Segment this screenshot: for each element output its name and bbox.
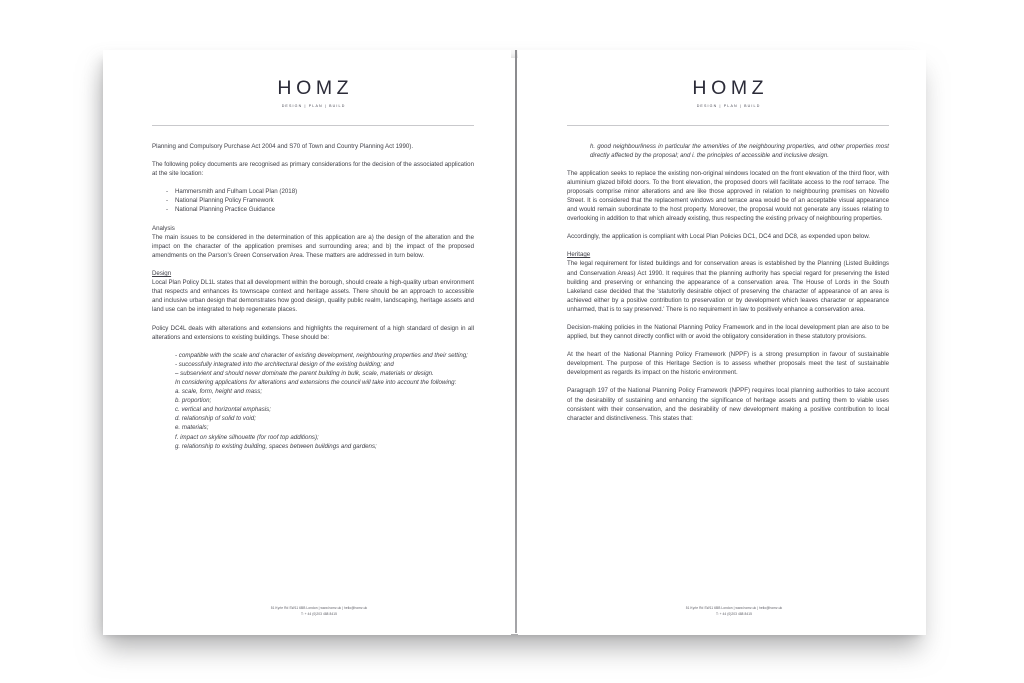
brand-tagline: DESIGN | PLAN | BUILD <box>696 103 761 108</box>
heading-heritage: Heritage <box>567 251 591 259</box>
paragraph-heritage-1: The legal requirement for listed buildings and for conservation areas is established by the Planning (Listed Buildings and Conservation Areas) Act 1990. It requires that the planning authority has special regard for preserving the listed building and preserving or enhancing the appearance of a conservation area. The House of Lords in the South Lakeland case decided that the 'statutorily desirable object of preserving the character of appearance of an area is achieved either by a positive contribution to preservation or by development which leaves character or appearance unharmed, that is to say preserved.' There is no requirement in law to positively enhance a conservation area. <box>567 260 889 313</box>
paragraph-heritage-2: Decision-making policies in the National Planning Policy Framework and in the local development plan are also to be applied, but they cannot directly conflict with or avoid the obligatory consideration in these statutory provisions. <box>567 324 889 341</box>
brand-logo: HOMZ <box>692 77 769 99</box>
document-page-right[interactable] <box>518 50 926 635</box>
criteria-line: e. materials; <box>175 424 209 432</box>
page-gutter-divider <box>515 50 517 633</box>
criteria-line: a. scale, form, height and mass; <box>175 388 263 396</box>
header-divider <box>567 125 889 126</box>
body-content-left <box>152 142 474 451</box>
letterhead-left <box>152 50 474 126</box>
footer-address: 51 Kyrle Rd SW11 6BB London | www.homz.uk | hello@homz.uk <box>270 605 368 610</box>
brand-tagline: DESIGN | PLAN | BUILD <box>281 103 346 108</box>
list-item: - Hammersmith and Fulham Local Plan (2018) <box>175 187 474 196</box>
criteria-line: In considering applications for alterations and extensions the council will take into account the following: <box>175 378 457 386</box>
document-page-left[interactable] <box>103 50 511 635</box>
paragraph-analysis: The main issues to be considered in the determination of this application are a) the design of the alteration and the impact on the character of the application premises and surrounding area; and b) the impact of the proposed amendments on the Parson's Green Conservation Area. These matters are addressed in turn below. <box>152 233 474 259</box>
criteria-line: - successfully integrated into the architectural design of the existing building; and <box>175 360 394 368</box>
page-content-left <box>152 50 474 635</box>
criteria-line: d. relationship of solid to void; <box>175 415 256 423</box>
policy-documents-list <box>152 187 474 215</box>
paragraph-heritage-4: Paragraph 197 of the National Planning Policy Framework (NPPF) requires local planning authorities to take account of the desirability of sustaining and enhancing the significance of heritage assets and putting them to viable uses consistent with their conservation, and the desirability of new development making a positive contribution to local character and distinctiveness. This states that: <box>567 387 889 422</box>
paragraph-heritage-3: At the heart of the National Planning Policy Framework (NPPF) is a strong presumption in favour of sustainable development. The purpose of this Heritage Section is to assess whether proposals meet the test of sustainable development as regards its impact on the historic environment. <box>567 351 889 377</box>
page-footer-left <box>201 605 437 618</box>
paragraph-compliance: Accordingly, the application is compliant with Local Plan Policies DC1, DC4 and DC8, as expended upon below. <box>567 233 870 241</box>
list-item: - National Planning Policy Framework <box>175 196 474 205</box>
paragraph-quote-continuation: h. good neighbourliness in particular the amenities of the neighbouring properties, and other properties most directly affected by the proposal; and i. the principles of accessible and inclusive design. <box>590 142 889 159</box>
footer-address: 51 Kyrle Rd SW11 6BB London | www.homz.uk | hello@homz.uk <box>685 605 783 610</box>
criteria-line: g. relationship to existing building, spaces between buildings and gardens; <box>175 442 377 450</box>
criteria-line: f. impact on skyline silhouette (for roof top additions); <box>175 433 319 441</box>
page-footer-right <box>616 605 852 618</box>
heading-analysis: Analysis <box>152 224 175 232</box>
criteria-line: b. proportion; <box>175 397 212 405</box>
footer-phone: T: + 44 (0)203 488 8415 <box>716 612 752 617</box>
paragraph-policy-intro: The following policy documents are recognised as primary considerations for the decision of the associated application at the site location: <box>152 160 474 177</box>
list-item: - National Planning Practice Guidance <box>175 205 474 214</box>
heading-design: Design <box>152 270 172 278</box>
criteria-line: - compatible with the scale and character of existing development, neighbouring properties and their setting; <box>175 351 468 359</box>
footer-phone: T: + 44 (0)203 488 8415 <box>301 612 337 617</box>
body-content-right <box>567 142 889 423</box>
letterhead-right <box>567 50 889 126</box>
paragraph-intro: Planning and Compulsory Purchase Act 2004 and S70 of Town and Country Planning Act 1990). <box>152 142 414 150</box>
design-criteria-block <box>175 351 474 451</box>
paragraph-design-1: Local Plan Policy DL1L states that all development within the borough, should create a high-quality urban environment that respects and enhances its townscape context and heritage assets. There should be an approach to accessible and inclusive urban design that demonstrates how good design, quality public realm, landscaping, heritage assets and land use can be integrated to help regenerate places. <box>152 279 474 314</box>
brand-logo: HOMZ <box>277 77 354 99</box>
page-content-right <box>567 50 889 635</box>
criteria-line: c. vertical and horizontal emphasis; <box>175 406 271 414</box>
criteria-line: – subservient and should never dominate the parent building in bulk, scale, materials or design. <box>175 369 434 377</box>
header-divider <box>152 125 474 126</box>
paragraph-design-2: Policy DC4L deals with alterations and extensions and highlights the requirement of a high standard of design in all alterations and extensions to existing buildings. These should be: <box>152 324 474 341</box>
paragraph-application: The application seeks to replace the existing non-original windows located on the front elevation of the third floor, with aluminium glazed bifold doors. To the front elevation, the proposed doors will facilitate access to the roof terrace. The proposals comprise minor alterations and are like those approved in relation to neighbouring premises on Novello Street. It is considered that the replacement windows and terrace area would be of an acceptable visual appearance and would remain subordinate to the host property. Moreover, the proposal would not generate any issues relating to overlooking in addition to that which already existing, thus respecting the existing privacy of neighbouring properties. <box>567 169 889 223</box>
